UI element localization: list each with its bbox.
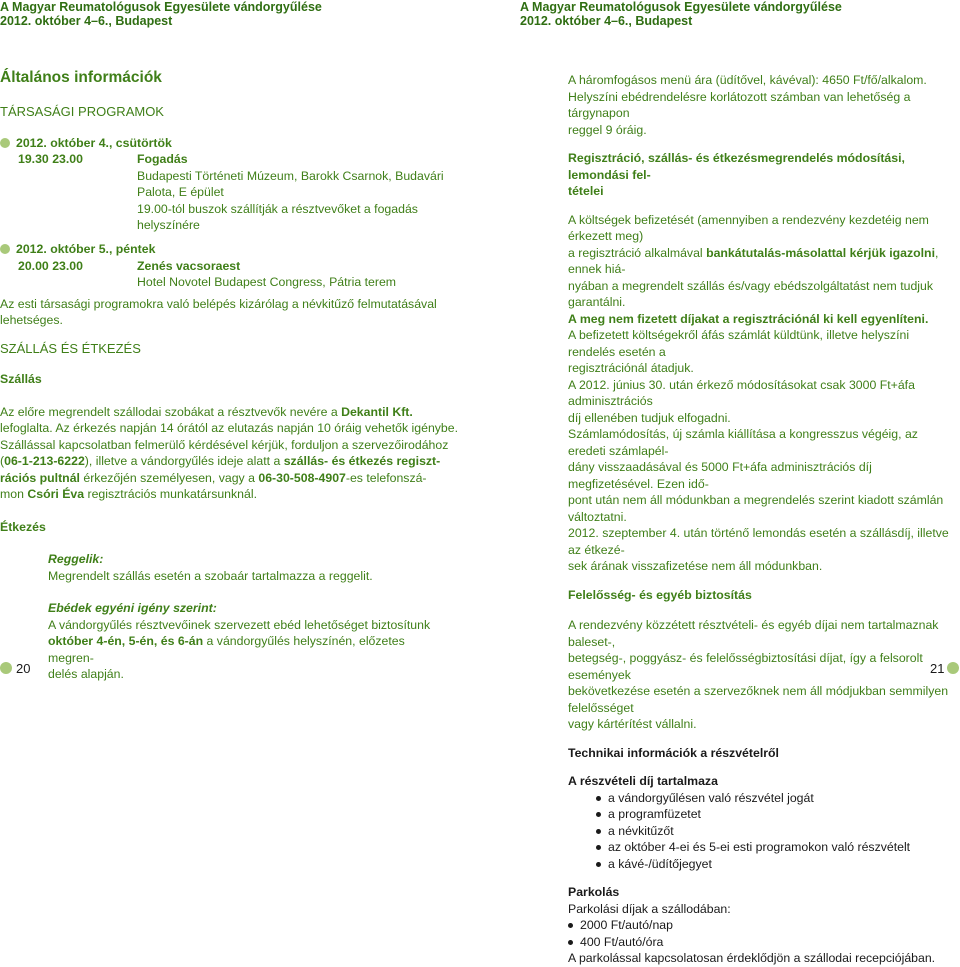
day2-place: Hotel Novotel Budapest Congress, Pátria terem [137, 275, 397, 289]
page-dot-icon [0, 662, 12, 674]
page-number-right: 21 [930, 661, 945, 676]
company-name: Dekantil Kft. [341, 404, 413, 419]
lunch-title: Ebédek egyéni igény szerint: [48, 601, 217, 615]
bank-proof: bankátutalás-másolattal kérjük igazolni [706, 245, 935, 260]
text-span: regisztrációs munkatársunknál. [84, 487, 257, 501]
left-column [0, 68, 460, 683]
list-item: a kávé-/üdítőjegyet [608, 856, 956, 873]
parking-list [568, 917, 956, 950]
header-title: A Magyar Reumatológusok Egyesülete vándorgyűlése [0, 0, 322, 14]
day1-place-line2: Palota, E épület [137, 185, 224, 199]
header-right [520, 0, 960, 28]
lodging-title: SZÁLLÁS ÉS ÉTKEZÉS [0, 340, 141, 356]
day1-place-line1: Budapesti Történeti Múzeum, Barokk Csarnok, Budavári [137, 168, 444, 183]
entry-note [0, 296, 460, 329]
day2-date: 2012. október 5., péntek [16, 242, 156, 256]
registration-title [568, 150, 956, 200]
text-line: vagy kártérítést vállalni. [568, 717, 697, 731]
breakfast-block [48, 551, 460, 584]
section-title: Általános információk [0, 69, 162, 86]
lunch-block [48, 600, 438, 683]
parking-intro: Parkolási díjak a szállodában: [568, 901, 731, 916]
entry-line2: lehetséges. [0, 313, 63, 327]
day1-date: 2012. október 4., csütörtök [16, 135, 172, 150]
office-phone: 06-1-213-6222 [4, 454, 85, 468]
day2-block [0, 241, 460, 292]
header-title: A Magyar Reumatológusok Egyesülete vándorgyűlése [520, 0, 842, 14]
insurance-text [568, 617, 956, 733]
text-line: bekövetkezése esetén a szervezőknek nem áll módjukban semmilyen felelősséget [568, 684, 949, 715]
text-span: a regisztráció alkalmával [568, 245, 707, 260]
day1-event: Fogadás [137, 152, 188, 166]
text-line: sek árának visszafizetése nem áll módunkban. [568, 559, 823, 573]
contact-name: Csóri Éva [27, 487, 85, 501]
text-line: reggel 9 óráig. [568, 122, 647, 137]
social-programs-title: TÁRSASÁGI PROGRAMOK [0, 104, 164, 119]
text-line: A befizetett költségekről áfás számlát küldtünk, illetve helyszíni rendelés esetén a [568, 328, 910, 359]
lunch-line: A vándorgyűlés résztvevőinek szervezett ebéd lehetőséget biztosítunk [48, 617, 431, 632]
text-line: díj ellenében tudjuk elfogadni. [568, 410, 731, 425]
breakfast-text: Megrendelt szállás esetén a szobaár tartalmazza a reggelit. [48, 568, 373, 583]
mobile-phone: 06-30-508-4907 [258, 470, 346, 485]
entry-line1: Az esti társasági programokra való belépés kizárólag a névkitűző felmutatásával [0, 296, 437, 311]
text-span: , ennek hiá- [568, 245, 939, 276]
text-line: A rendezvény közzétett résztvételi- és egyéb díjai nem tartalmaznak baleset-, [568, 618, 939, 649]
list-item: a névkitűzőt [608, 823, 956, 840]
header-date: 2012. október 4–6., Budapest [0, 14, 173, 28]
text-line: Szállással kapcsolatban felmerülő kérdésével kérjük, forduljon a szervezőirodához [0, 437, 449, 452]
text-line: dány visszaadásával és 5000 Ft+áfa adminisztrációs díj megfizetésével. Ezen idő- [568, 460, 872, 491]
list-item: a vándorgyűlésen való részvétel jogát [608, 790, 956, 807]
list-item: az október 4-ei és 5-ei esti programokon való részvételt [608, 839, 956, 856]
desk-name-cont: rációs pultnál [0, 470, 80, 485]
text-line: nyában a megrendelt szállás és/vagy ebédszolgáltatást nem tudjuk garantálni. [568, 278, 934, 309]
registration-text [568, 212, 956, 575]
text-line: tételei [568, 184, 604, 198]
text-line: 2012. szeptember 4. után történő lemondás esetén a szállásdíj, illetve az étkezé- [568, 526, 949, 557]
text-span: -es telefonszá- [345, 470, 427, 485]
list-item: a programfüzetet [608, 806, 956, 823]
text-span: ), illetve a vándorgyűlés ideje alatt a [84, 454, 284, 468]
text-line: A háromfogásos menü ára (üdítővel, kávéval): 4650 Ft/fő/alkalom. [568, 73, 927, 87]
text-span: ( [0, 454, 5, 468]
text-line: Regisztráció, szállás- és étkezésmegrendelés módosítási, lemondási fel- [568, 151, 905, 182]
fee-title: A részvételi díj tartalmaza [568, 774, 718, 788]
parking-title: Parkolás [568, 885, 620, 899]
text-span: mon [0, 487, 28, 501]
text-line: Számlamódosítás, új számla kiállítása a kongresszus végéig, az eredeti számlapél- [568, 427, 918, 458]
text-span: a vándorgyűlés helyszínén, előzetes megren- [48, 634, 405, 665]
header-date: 2012. október 4–6., Budapest [520, 14, 693, 28]
text-line: Helyszíni ebédrendelésre korlátozott számban van lehetőség a tárgynapon [568, 89, 911, 120]
text-line: betegség-, poggyász- és felelősségbiztosítási díjat, így a felsorolt események [568, 651, 923, 682]
insurance-title: Felelősség- és egyéb biztosítás [568, 587, 752, 602]
text-line: regisztrációnál átadjuk. [568, 361, 694, 375]
header-left [0, 0, 440, 28]
day1-time: 19.30 23.00 [18, 152, 83, 166]
tech-title: Technikai információk a részvételről [568, 745, 779, 760]
breakfast-title: Reggelik: [48, 552, 104, 566]
lunch-line: delés alapján. [48, 667, 124, 681]
etkezes-title: Étkezés [0, 519, 46, 534]
day2-event: Zenés vacsoraest [137, 258, 241, 273]
list-item: 400 Ft/autó/óra [580, 934, 956, 951]
text-line: lefoglalta. Az érkezés napján 14 órától az elutazás napján 10 óráig vehetők igénybe. [0, 421, 459, 435]
lunch-dates: október 4-én, 5-én, és 6-án [48, 634, 204, 648]
desk-name: szállás- és étkezés regiszt- [283, 454, 441, 468]
right-column [568, 72, 956, 967]
day1-bus-line2: helyszínére [137, 218, 200, 232]
szallas-text [0, 404, 460, 503]
page-dot-icon [947, 662, 959, 674]
fee-list [568, 790, 956, 873]
parking-note: A parkolással kapcsolatosan érdeklődjön a szállodai recepciójában. [568, 951, 936, 965]
bullet-dot-icon [0, 138, 10, 148]
szallas-title: Szállás [0, 372, 42, 386]
text-span: Az előre megrendelt szállodai szobákat a résztvevők nevére a [0, 404, 342, 419]
text-line: A költségek befizetését (amennyiben a rendezvény kezdetéig nem érkezett meg) [568, 212, 929, 243]
day2-time: 20.00 23.00 [18, 258, 83, 273]
text-span: érkezőjén személyesen, vagy a [79, 470, 259, 485]
text-line: A 2012. június 30. után érkező módosításokat csak 3000 Ft+áfa adminisztrációs [568, 377, 915, 408]
menu-price [568, 72, 956, 138]
payment-notice: A meg nem fizetett díjakat a regisztrációnál ki kell egyenlíteni. [568, 311, 929, 326]
day1-block [0, 135, 460, 232]
page-number-left: 20 [16, 661, 31, 676]
day1-bus-line1: 19.00-tól buszok szállítják a résztvevőket a fogadás [137, 201, 418, 216]
bullet-dot-icon [0, 244, 10, 254]
list-item: 2000 Ft/autó/nap [580, 917, 956, 934]
text-line: pont után nem áll módunkban a megrendelés szerint kiadott számlán változtatni. [568, 493, 944, 524]
